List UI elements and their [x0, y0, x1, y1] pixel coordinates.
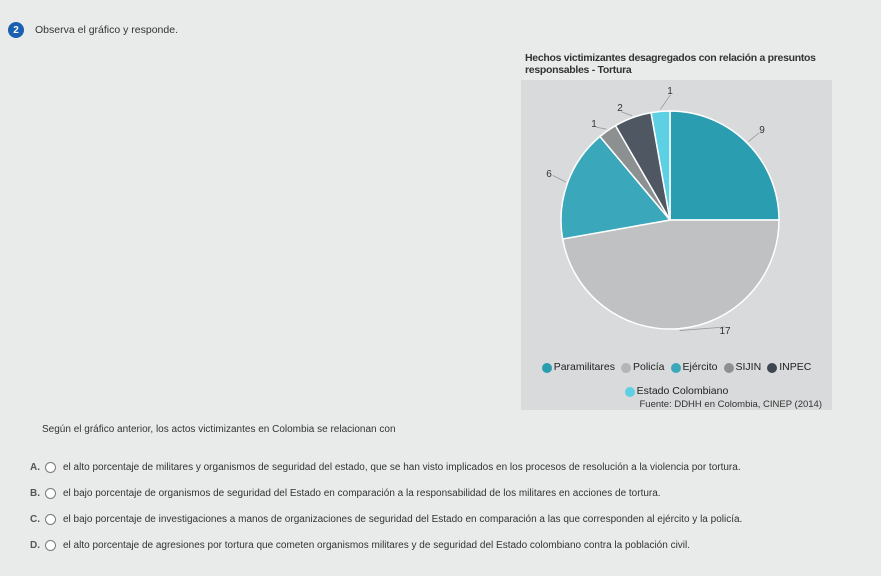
- legend-row-1: [521, 360, 832, 375]
- answer-option-c[interactable]: [30, 506, 875, 532]
- question-header: [8, 22, 178, 38]
- legend-swatch: [767, 363, 777, 373]
- answer-option-b[interactable]: [30, 480, 875, 506]
- legend-item: [767, 360, 811, 375]
- option-text: el alto porcentaje de militares y organismos de seguridad del estado, que se han visto implicados en los procesos de resolución a la violencia por tortura.: [63, 461, 741, 473]
- leader-line: [596, 127, 606, 129]
- data-label: 2: [617, 103, 623, 114]
- question-text: Según el gráfico anterior, los actos victimizantes en Colombia se relacionan con: [42, 424, 396, 435]
- option-letter: A.: [30, 461, 40, 473]
- data-label: 1: [591, 119, 597, 130]
- option-text: el bajo porcentaje de organismos de seguridad del Estado en comparación a la responsabilidad de los militares en acciones de tortura.: [63, 487, 661, 499]
- legend-label: Policía: [632, 361, 665, 373]
- data-label: 6: [546, 169, 552, 180]
- legend-swatch: [625, 387, 635, 397]
- legend-swatch: [671, 363, 681, 373]
- legend-label: Estado Colombiano: [636, 385, 729, 397]
- legend-swatch: [542, 363, 552, 373]
- radio-button[interactable]: [45, 514, 56, 525]
- leader-line: [621, 112, 632, 116]
- chart-title: Hechos victimizantes desagregados con relación a presuntos responsables - Tortura: [525, 52, 816, 76]
- legend-item: [542, 360, 615, 375]
- legend-label: SIJIN: [735, 361, 762, 373]
- radio-button[interactable]: [45, 488, 56, 499]
- data-label: 17: [719, 326, 731, 337]
- leader-line: [660, 95, 670, 109]
- legend-label: Paramilitares: [553, 361, 615, 373]
- option-text: el bajo porcentaje de investigaciones a manos de organizaciones de seguridad del Estado en comparación a las que corresponden al ejército y la policía.: [63, 513, 743, 525]
- data-label: 1: [667, 86, 673, 97]
- leader-line: [748, 133, 759, 142]
- answer-option-a[interactable]: [30, 454, 875, 480]
- question-number-badge: 2: [8, 22, 24, 38]
- answer-option-d[interactable]: [30, 532, 875, 558]
- legend-label: Ejército: [682, 361, 718, 373]
- legend-swatch: [724, 363, 734, 373]
- option-letter: D.: [30, 539, 40, 551]
- legend-item: [724, 360, 762, 375]
- leader-line: [553, 175, 566, 182]
- question-instruction: Observa el gráfico y responde.: [35, 24, 178, 36]
- pie-slice-policía: [563, 220, 779, 329]
- radio-button[interactable]: [45, 462, 56, 473]
- legend-item: [621, 360, 665, 375]
- legend-row-2: [521, 384, 832, 399]
- pie-plot: [521, 80, 832, 360]
- option-letter: B.: [30, 487, 40, 499]
- chart-source: Fuente: DDHH en Colombia, CINEP (2014): [639, 399, 822, 410]
- legend-item: [671, 360, 718, 375]
- answer-options: [30, 454, 875, 558]
- chart-legend: [521, 360, 832, 399]
- data-label: 9: [759, 125, 765, 136]
- pie-chart: [521, 52, 832, 414]
- legend-swatch: [621, 363, 631, 373]
- option-text: el alto porcentaje de agresiones por tortura que cometen organismos militares y de seguridad del Estado colombiano contra la población civil.: [63, 539, 691, 551]
- radio-button[interactable]: [45, 540, 56, 551]
- option-letter: C.: [30, 513, 40, 525]
- legend-label: INPEC: [779, 361, 812, 373]
- legend-item: [625, 384, 729, 399]
